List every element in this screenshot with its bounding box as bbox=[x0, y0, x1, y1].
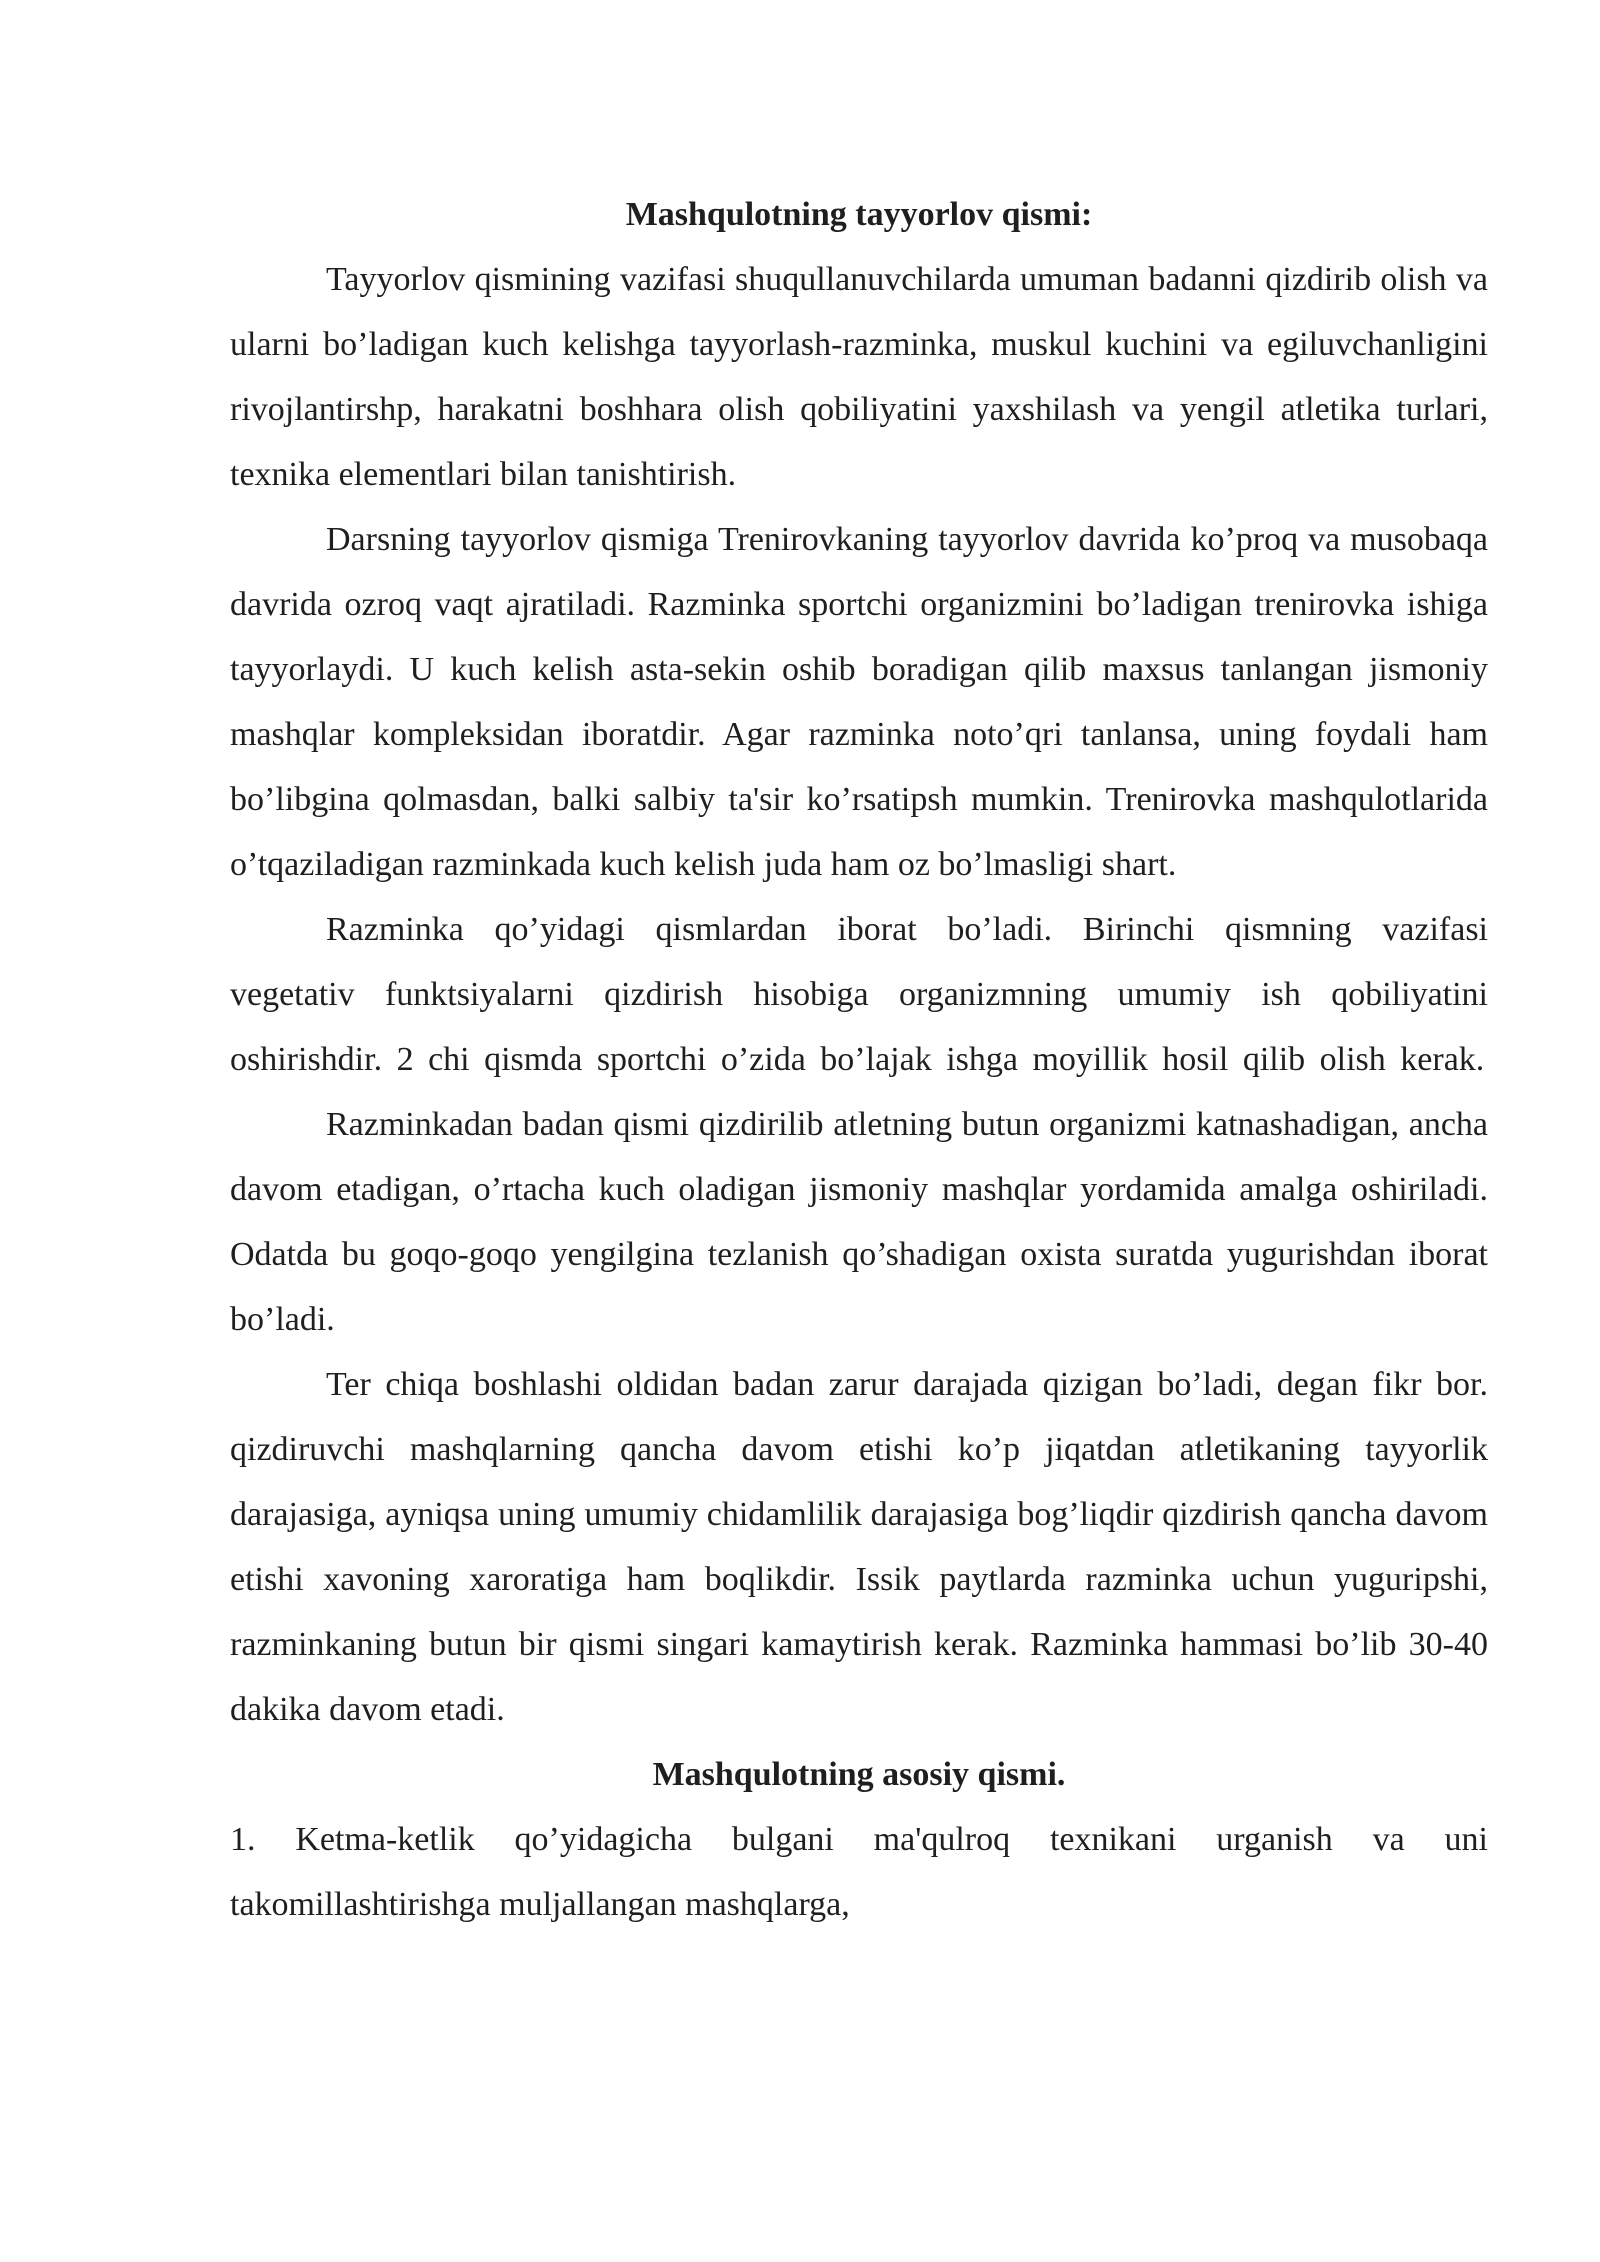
paragraph-prep-2: Darsning tayyorlov qismiga Trenirovkaning tayyorlov davrida ko’proq va musobaqa davrida ozroq vaqt ajratiladi. Razminka sportchi organizmini bo’ladigan trenirovka ishiga tayyorlaydi. U kuch kelish asta-sekin oshib boradigan qilib maxsus tanlangan jismoniy mashqlar kompleksidan iboratdir. Agar razminka noto’qri tanlansa, uning foydali ham bo’libgina qolmasdan, balki salbiy ta'sir ko’rsatipsh mumkin. Trenirovka mashqulotlarida o’tqaziladigan razminkada kuch kelish juda ham oz bo’lmasligi shart. bbox=[230, 521, 1488, 883]
paragraph-prep-3: Razminka qo’yidagi qismlardan iborat bo’ladi. Birinchi qismning vazifasi vegetativ funktsiyalarni qizdirish hisobiga organizmning umumiy ish qobiliyatini oshirishdir. 2 chi qismda sportchi o’zida bo’lajak ishga moyillik hosil qilib olish kerak. bbox=[230, 911, 1488, 1078]
paragraph-prep-1: Tayyorlov qismining vazifasi shuqullanuvchilarda umuman badanni qizdirib olish va ularni bo’ladigan kuch kelishga tayyorlash-razminka, muskul kuchini va egiluvchanligini rivojlantirshp, harakatni boshhara olish qobiliyatini yaxshilash va yengil atletika turlari, texnika elementlari bilan tanishtirish. bbox=[230, 261, 1488, 493]
document-page bbox=[230, 182, 1488, 1937]
paragraph-prep-4: Razminkadan badan qismi qizdirilib atletning butun organizmi katnashadigan, ancha davom etadigan, o’rtacha kuch oladigan jismoniy mashqlar yordamida amalga oshiriladi. Odatda bu goqo-goqo yengilgina tezlanish qo’shadigan oxista suratda yugurishdan iborat bo’ladi. bbox=[230, 1106, 1488, 1338]
section-heading-main: Mashqulotning asosiy qismi. bbox=[652, 1756, 1066, 1793]
list-item-main-1: 1. Ketma-ketlik qo’yidagicha bulgani ma'qulroq texnikani urganish va uni takomillashtirishga muljallangan mashqlarga, bbox=[230, 1821, 1488, 1923]
section-heading-preparatory: Mashqulotning tayyorlov qismi: bbox=[625, 196, 1093, 233]
paragraph-prep-5: Ter chiqa boshlashi oldidan badan zarur darajada qizigan bo’ladi, degan fikr bor. qizdiruvchi mashqlarning qancha davom etishi ko’p jiqatdan atletikaning tayyorlik darajasiga, ayniqsa uning umumiy chidamlilik darajasiga bog’liqdir qizdirish qancha davom etishi xavoning xaroratiga ham boqlikdir. Issik paytlarda razminka uchun yuguripshi, razminkaning butun bir qismi singari kamaytirish kerak. Razminka hammasi bo’lib 30-40 dakika davom etadi. bbox=[230, 1366, 1488, 1728]
